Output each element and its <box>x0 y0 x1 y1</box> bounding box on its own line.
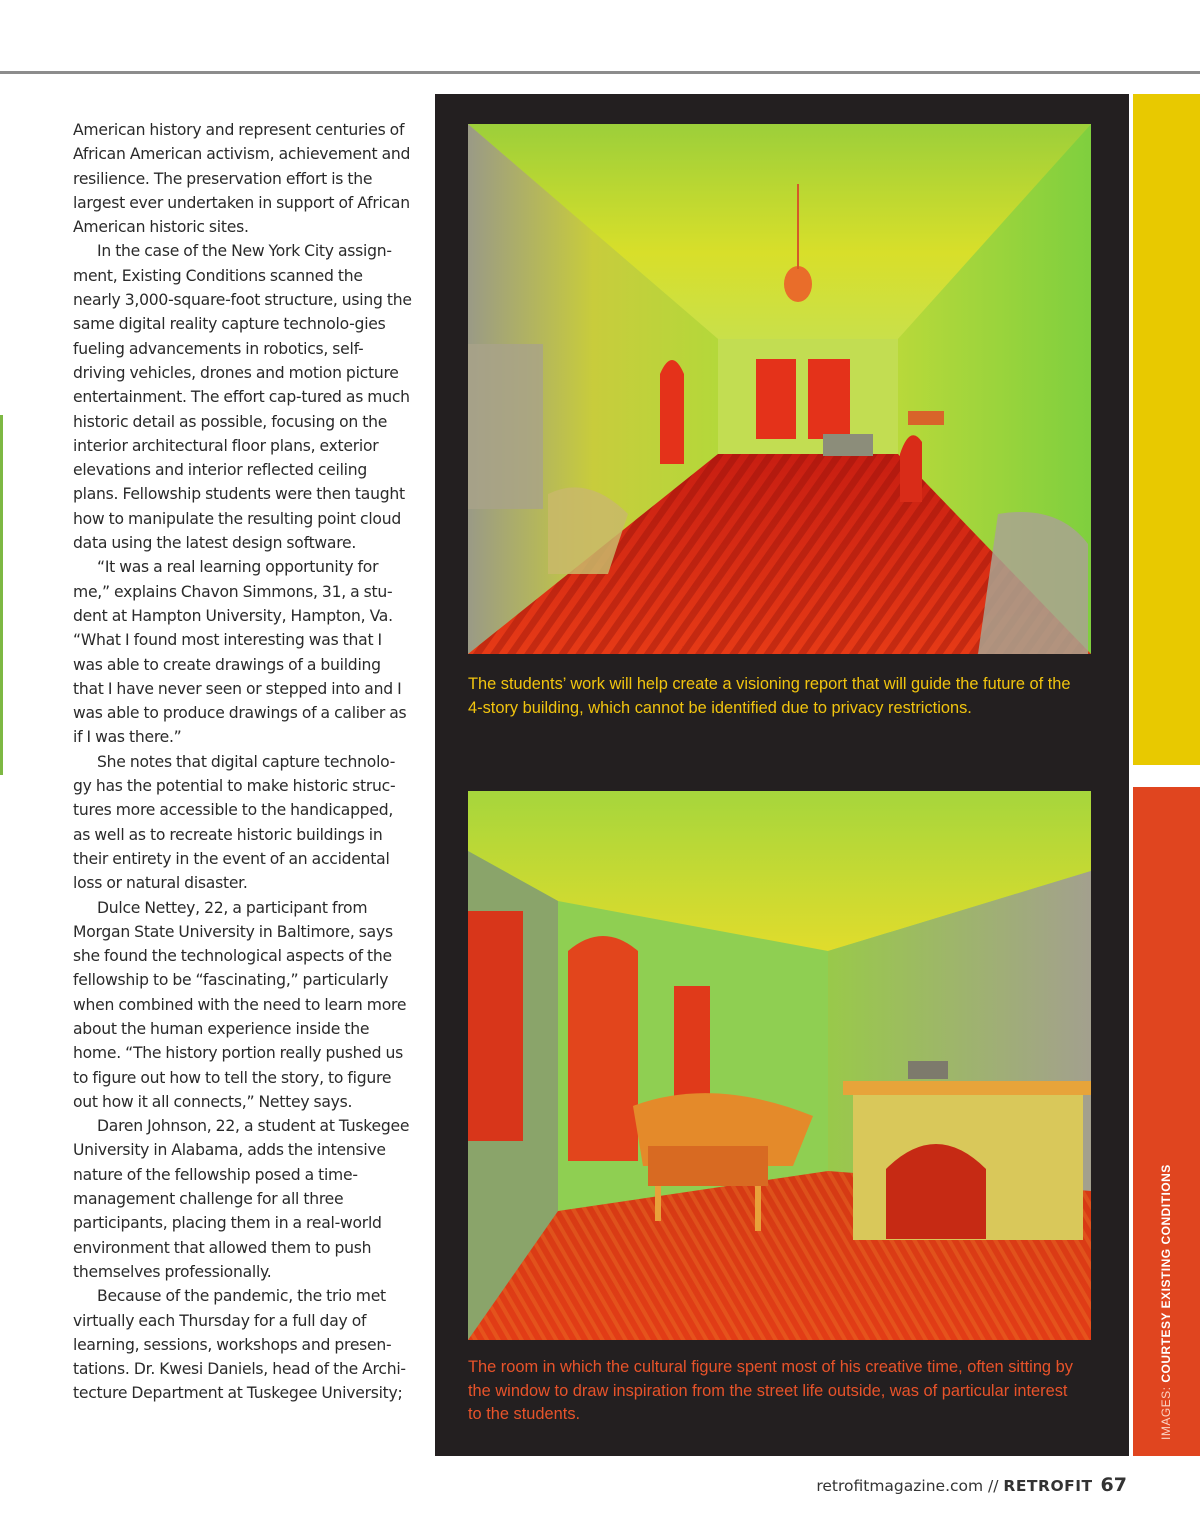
image-credit <box>1155 1164 1177 1440</box>
footer-site: retrofitmagazine.com // <box>816 1477 1004 1495</box>
article-paragraph: She notes that digital capture technolo-gy has the potential to make historic struc-tures more accessible to the handicapped, as well as to recreate historic buildings in their entirety in the event of an accidental loss or natural disaster. <box>73 752 396 893</box>
point-cloud-hallway-photo <box>468 124 1091 654</box>
article-paragraph: In the case of the New York City assign-ment, Existing Conditions scanned the nearly 3,000-square-foot structure, using the same digital reality capture technolo-gies fueling advancements in robotics, self-driving vehicles, drones and motion picture entertainment. The effort cap-tured as much historic detail as possible, focusing on the interior architectural floor plans, exterior elevations and interior reflected ceiling plans. Fellowship students were then taught how to manipulate the resulting point cloud data using the latest design software. <box>73 242 412 553</box>
credit-name: COURTESY EXISTING CONDITIONS <box>1159 1164 1173 1383</box>
article-paragraph: American history and represent centuries of African American activism, achievement and resilience. The preservation effort is the largest ever undertaken in support of African American historic sites. <box>73 121 411 237</box>
photo2-caption: The room in which the cultural figure spent most of his creative time, often sitting by the window to draw inspiration from the street life outside, was of particular interest to the students. <box>468 1358 1073 1423</box>
photo1-caption: The students’ work will help create a visioning report that will guide the future of the 4-story building, which cannot be identified due to privacy restrictions. <box>468 675 1071 717</box>
footer-magazine: RETROFIT <box>1003 1477 1093 1495</box>
article-paragraph: Dulce Nettey, 22, a participant from Morgan State University in Baltimore, says she found the technological aspects of the fellowship to be “fascinating,” particularly when combined with the need to learn more about the human experience inside the home. “The history portion really pushed us to figure out how to tell the story, to figure out how it all connects,” Nettey says. <box>73 898 407 1111</box>
article-paragraph: Daren Johnson, 22, a student at Tuskegee University in Alabama, adds the intensive nature of the fellowship posed a time-management challenge for all three participants, placing them in a real-world environment that allowed them to push themselves professionally. <box>73 1117 410 1281</box>
page-number: 67 <box>1100 1474 1127 1496</box>
point-cloud-piano-room-photo <box>468 791 1091 1340</box>
photo-panel <box>435 94 1129 1456</box>
page-footer <box>816 1474 1127 1496</box>
yellow-side-bar <box>1133 94 1200 765</box>
left-accent-bar <box>0 415 3 775</box>
article-body <box>73 118 413 1406</box>
article-paragraph: Because of the pandemic, the trio met virtually each Thursday for a full day of learning, sessions, workshops and presen-tations. Dr. Kwesi Daniels, head of the Archi-tecture Department at Tuskegee University; <box>73 1287 406 1403</box>
top-rule <box>0 71 1200 74</box>
credit-prefix: IMAGES: <box>1159 1382 1173 1440</box>
article-paragraph: “It was a real learning opportunity for me,” explains Chavon Simmons, 31, a stu-dent at Hampton University, Hampton, Va. “What I found most interesting was that I was able to create drawings of a building that I have never seen or stepped into and I was able to produce drawings of a caliber as if I was there.” <box>73 558 407 747</box>
